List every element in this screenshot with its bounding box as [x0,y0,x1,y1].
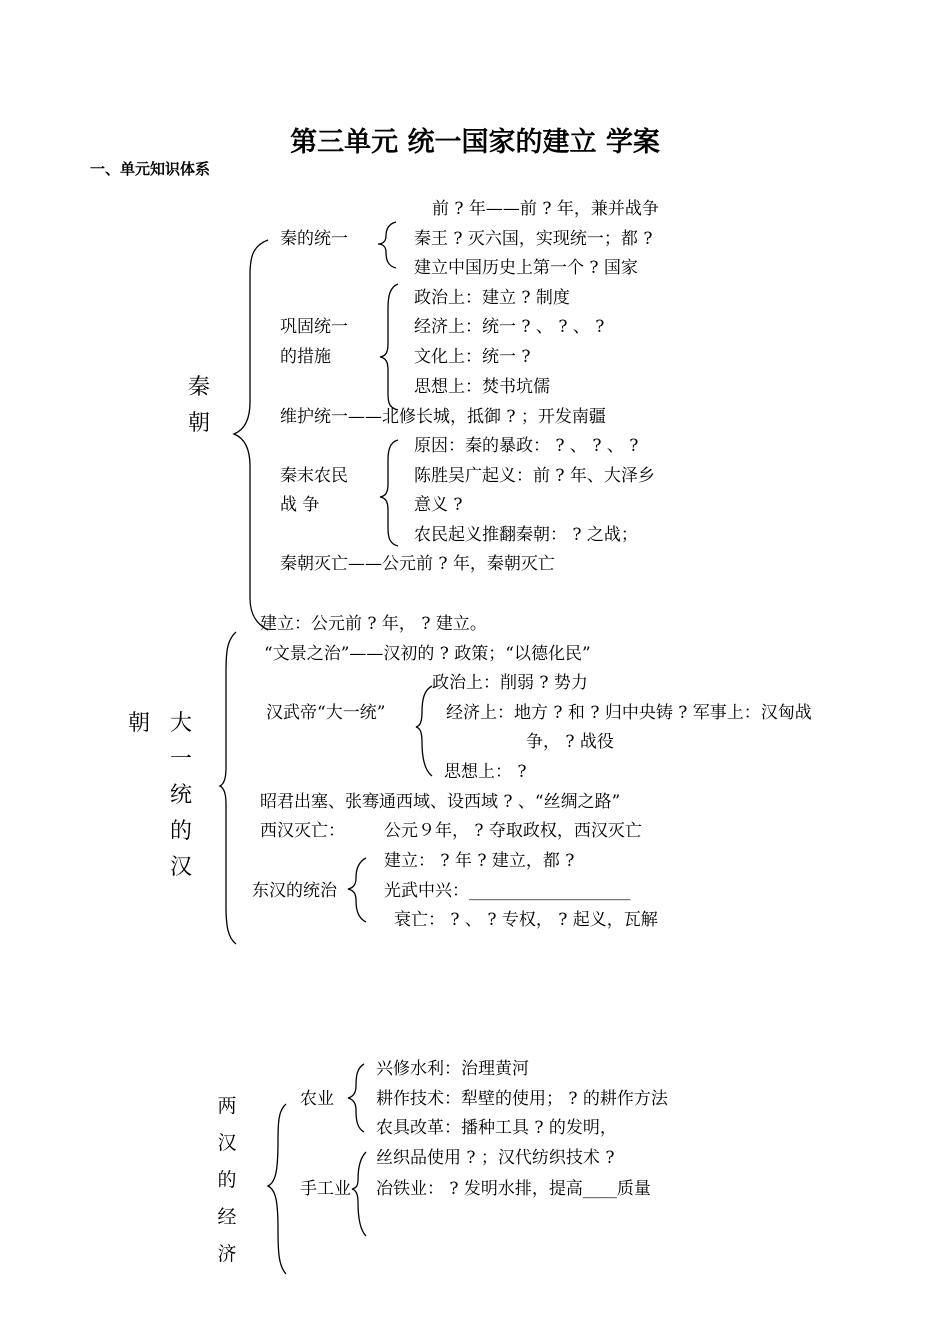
economy-craft-label: 手工业 [300,1179,351,1199]
han-wudi-item: 争， ? 战役 [526,732,614,752]
qin-consolidate-label: 巩固统一 [280,317,348,337]
qin-label: 秦 朝 [187,375,210,436]
han-west-fall: 公元９年， ? 夺取政权，西汉灭亡 [384,821,642,841]
qin-fall: 秦朝灭亡——公元前 ? 年，秦朝灭亡 [280,554,555,574]
economy-craft-item: 丝织品使用 ? ；汉代纺织技术 ? [376,1148,615,1168]
qin-consolidate-item: 思想上：焚书坑儒 [414,377,550,397]
qin-consolidate-item: 政治上：建立 ? 制度 [414,288,570,308]
han-wudi-item: 思想上： ? [444,762,527,782]
qin-war-item: 农民起义推翻秦朝： ? 之战； [414,525,638,545]
han-east-item: 衰亡： ? 、 ? 专权， ? 起义，瓦解 [394,910,658,930]
qin-consolidate-item: 经济上：统一 ? 、 ? 、 ? [414,317,605,337]
qin-consolidate-label: 的措施 [280,347,331,367]
qin-unify-item: 前 ? 年——前 ? 年，兼并战争 [432,199,659,219]
qin-consolidate-item: 文化上：统一 ? [414,347,531,367]
qin-defend: 维护统一——北修长城，抵御 ? ；开发南疆 [280,407,606,427]
section-heading: 一、单元知识体系 [90,160,211,178]
economy-agri-item: 兴修水利：治理黄河 [376,1059,529,1079]
han-label-left: 朝 [127,711,150,736]
han-wenjing: “文景之治”——汉初的 ? 政策；“以德化民” [264,644,591,664]
qin-unify-item: 建立中国历史上第一个 ? 国家 [414,258,638,278]
han-wudi-item: 政治上：削弱 ? 势力 [432,673,588,693]
qin-war-item: 原因：秦的暴政： ? 、 ? 、 ? [414,436,639,456]
economy-agri-item: 农具改革：播种工具 ? 的发明， [376,1118,617,1138]
han-west-fall-label: 西汉灭亡： [260,821,345,841]
page-title: 第三单元 统一国家的建立 学案 [290,127,660,158]
economy-agri-item: 耕作技术：犁壁的使用； ? 的耕作方法 [376,1089,668,1109]
han-east-label: 东汉的统治 [252,881,337,901]
han-zhaojun: 昭君出塞、张骞通西域、设西域 ? 、“丝绸之路” [260,792,621,812]
qin-war-item: 陈胜吴广起义：前 ? 年、大泽乡 [414,466,655,486]
han-east-item: 光武中兴：___________________ [384,881,631,901]
han-wudi-item: 经济上：地方 ? 和 ? 归中央铸 ? 军事上：汉匈战 [446,703,812,723]
han-east-item: 建立： ? 年 ? 建立，都 ? [384,851,575,871]
economy-agri-label: 农业 [300,1089,334,1109]
han-label-right: 大 一 统 的 汉 [169,711,192,880]
qin-war-label: 战 争 [280,495,320,515]
han-wudi-label: 汉武帝“大一统” [266,703,386,723]
han-founding: 建立：公元前 ? 年， ? 建立。 [260,614,487,634]
economy-craft-item: 冶铁业： ? 发明水排，提高____质量 [376,1179,651,1199]
qin-unify-label: 秦的统一 [280,229,348,249]
qin-war-label: 秦末农民 [280,466,348,486]
economy-label: 两 汉 的 经 济 [217,1095,237,1265]
qin-unify-item: 秦王 ? 灭六国，实现统一；都 ? [414,229,653,249]
qin-war-item: 意义 ? [414,495,463,515]
